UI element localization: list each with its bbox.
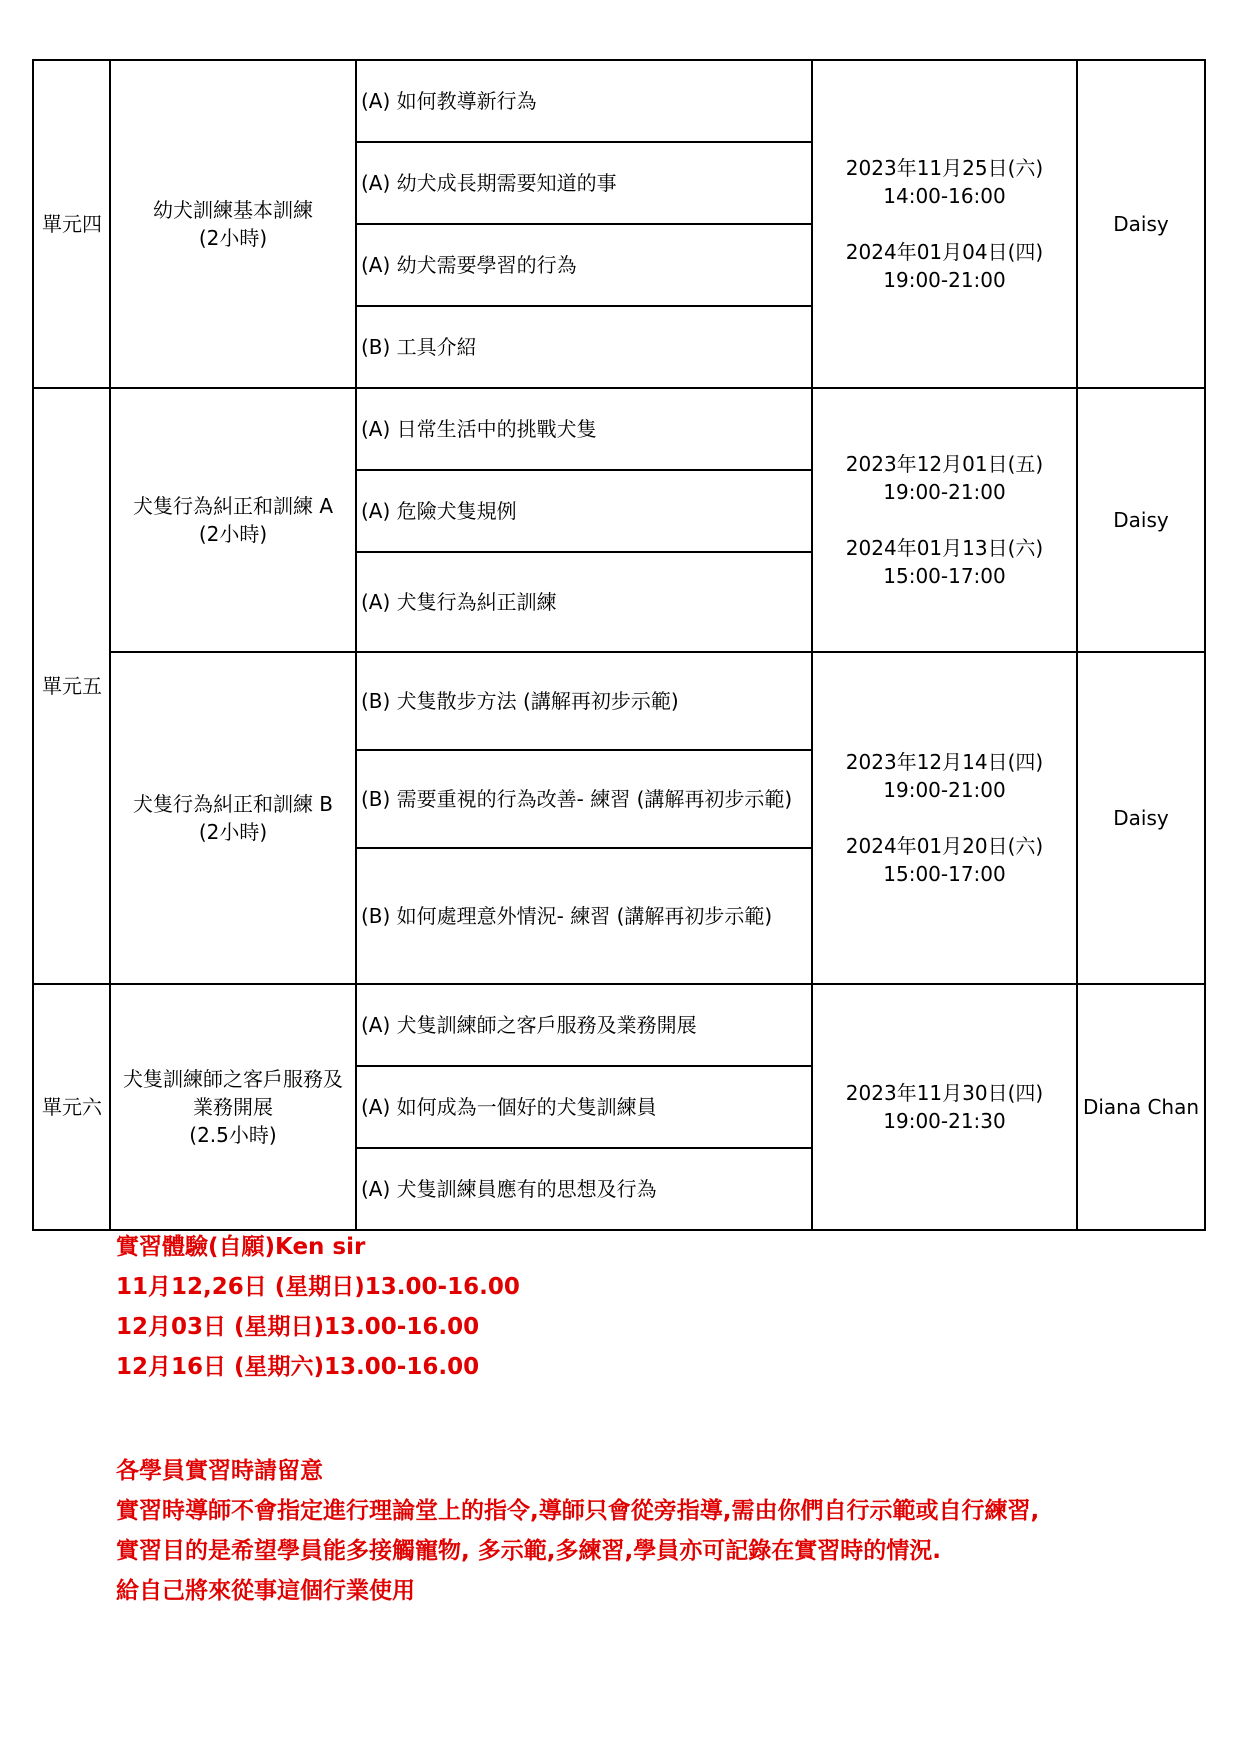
course-cell: [110, 652, 356, 984]
topic-cell: (B) 工具介紹: [356, 306, 812, 388]
course-hours: (2.5小時): [189, 1123, 277, 1147]
course-title: 犬隻行為糾正和訓練 B: [132, 792, 334, 816]
session-dates-cell: [812, 60, 1077, 388]
session-dates-cell: [812, 984, 1077, 1230]
notice-line: 實習目的是希望學員能多接觸寵物, 多示範,多練習,學員亦可記錄在實習時的情況.: [116, 1538, 941, 1564]
course-title-line: 業務開展: [193, 1095, 273, 1119]
practicum-section: [116, 1232, 520, 1392]
tutor-name: Diana Chan: [1077, 984, 1205, 1230]
session-dates-cell: [812, 388, 1077, 652]
course-title-line: 犬隻訓練師之客戶服務及: [123, 1067, 343, 1091]
unit-label: 單元五: [33, 388, 110, 984]
session-date: 2023年12月01日(五): [845, 452, 1044, 476]
table-row: [33, 60, 1205, 142]
session-date: 2024年01月20日(六): [845, 834, 1044, 858]
practicum-line: 12月03日 (星期日)13.00-16.00: [116, 1314, 480, 1340]
session-date: 2023年11月30日(四): [845, 1081, 1044, 1105]
course-cell: [110, 984, 356, 1230]
session-time: 19:00-21:00: [883, 480, 1006, 504]
unit-label: 單元四: [33, 60, 110, 388]
course-cell: [110, 60, 356, 388]
session-spacer: [813, 210, 1076, 238]
session-time: 19:00-21:00: [883, 268, 1006, 292]
course-title: 犬隻行為糾正和訓練 A: [132, 494, 334, 518]
table-row: [33, 652, 1205, 750]
notice-title: 各學員實習時請留意: [116, 1458, 323, 1484]
topic-cell: (A) 如何教導新行為: [356, 60, 812, 142]
session-date: 2023年12月14日(四): [845, 750, 1044, 774]
notice-line: 實習時導師不會指定進行理論堂上的指令,導師只會從旁指導,需由你們自行示範或自行練習,: [116, 1498, 1040, 1524]
course-hours: (2小時): [198, 522, 268, 546]
session-spacer: [813, 506, 1076, 534]
practicum-title: 實習體驗(自願)Ken sir: [116, 1234, 366, 1260]
topic-cell: (A) 危險犬隻規例: [356, 470, 812, 552]
topic-cell: (A) 幼犬成長期需要知道的事: [356, 142, 812, 224]
course-hours: (2小時): [198, 820, 268, 844]
session-time: 19:00-21:30: [883, 1109, 1006, 1133]
topic-cell: (A) 如何成為一個好的犬隻訓練員: [356, 1066, 812, 1148]
course-title: 幼犬訓練基本訓練: [153, 198, 313, 222]
session-dates-cell: [812, 652, 1077, 984]
session-time: 19:00-21:00: [883, 778, 1006, 802]
topic-cell: (B) 需要重視的行為改善- 練習 (講解再初步示範): [356, 750, 812, 848]
tutor-name: Daisy: [1077, 652, 1205, 984]
tutor-name: Daisy: [1077, 388, 1205, 652]
session-time: 14:00-16:00: [883, 184, 1006, 208]
table-row: [33, 388, 1205, 470]
topic-cell: (A) 犬隻訓練師之客戶服務及業務開展: [356, 984, 812, 1066]
session-date: 2024年01月13日(六): [845, 536, 1044, 560]
topic-cell: (A) 犬隻訓練員應有的思想及行為: [356, 1148, 812, 1230]
session-date: 2023年11月25日(六): [845, 156, 1044, 180]
topic-cell: (A) 幼犬需要學習的行為: [356, 224, 812, 306]
session-time: 15:00-17:00: [883, 564, 1006, 588]
notice-section: [116, 1456, 1039, 1616]
practicum-line: 12月16日 (星期六)13.00-16.00: [116, 1354, 480, 1380]
unit-label: 單元六: [33, 984, 110, 1230]
course-cell: [110, 388, 356, 652]
topic-cell: (A) 日常生活中的挑戰犬隻: [356, 388, 812, 470]
table-row: [33, 984, 1205, 1066]
topic-cell: (A) 犬隻行為糾正訓練: [356, 552, 812, 652]
session-time: 15:00-17:00: [883, 862, 1006, 886]
course-schedule-table: [32, 59, 1206, 1231]
course-hours: (2小時): [198, 226, 268, 250]
session-date: 2024年01月04日(四): [845, 240, 1044, 264]
session-spacer: [813, 804, 1076, 832]
notice-line: 給自己將來從事這個行業使用: [116, 1578, 415, 1604]
practicum-line: 11月12,26日 (星期日)13.00-16.00: [116, 1274, 520, 1300]
topic-cell: (B) 如何處理意外情況- 練習 (講解再初步示範): [356, 848, 812, 984]
topic-cell: (B) 犬隻散步方法 (講解再初步示範): [356, 652, 812, 750]
tutor-name: Daisy: [1077, 60, 1205, 388]
